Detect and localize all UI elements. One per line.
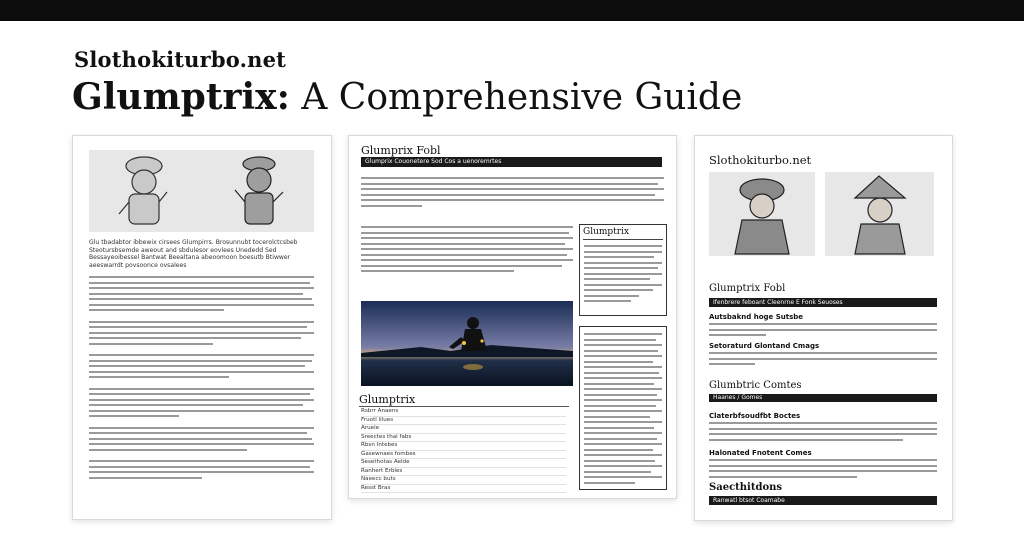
toc-list [361, 408, 566, 493]
page3-banner-2: Haanes / Gomes [709, 394, 937, 402]
toc-item[interactable]: Gasewnaes fombes [361, 451, 566, 460]
character-image-left [709, 172, 815, 256]
page3-heading: Glumptrix Fobl [709, 283, 786, 294]
section-heading-4: Halonated Fnotent Comes [709, 449, 812, 457]
top-bar [0, 0, 1024, 21]
toc-item[interactable]: Sreectes thai fabs [361, 434, 566, 443]
toc-item[interactable]: Aruele [361, 425, 566, 434]
page2-heading: Glumprix Fobl [361, 144, 441, 157]
illustration-panel [89, 150, 314, 232]
title-bold: Glumptrix: [72, 76, 290, 118]
page2-body-lines [361, 226, 573, 276]
sidebar-title: Glumptrix [583, 227, 630, 237]
night-lake-photo [361, 301, 573, 386]
document-page-2 [348, 135, 677, 499]
page3-banner: Ifenbrere feboant Cleenrne E Fonk Seuoses [709, 298, 937, 307]
section-heading-3: Claterbfsoudfbt Boctes [709, 412, 801, 420]
toc-item[interactable]: Ranhert Erbles [361, 468, 566, 477]
sidebar-box [579, 224, 667, 316]
character-image-right [825, 172, 934, 256]
section-heading-2: Setoraturd Glontand Cmags [709, 342, 820, 350]
toc-item[interactable]: Rsbrr Anaens [361, 408, 566, 417]
page3-subheading: Glumbtric Comtes [709, 380, 802, 391]
document-page-3 [694, 135, 953, 521]
character-right-illustration [825, 172, 934, 256]
site-name: Slothokiturbo.net [74, 47, 287, 72]
page3-banner-3: Ranwatl btsot Coamabe [709, 496, 937, 505]
toc-title: Glumptrix [359, 393, 416, 406]
toc-item[interactable]: Sesethotas Aelde [361, 459, 566, 468]
page-title [72, 76, 742, 118]
chef-characters-illustration [89, 150, 314, 232]
page2-banner: Glumprix Couonetere Sod Cos a uenoremrtes [361, 157, 662, 167]
page3-site-name: Slothokiturbo.net [709, 153, 812, 167]
page2-intro-lines [361, 177, 664, 210]
toc-item[interactable]: Resst Bras [361, 485, 566, 494]
toc-item[interactable]: Fruotl lilues [361, 417, 566, 426]
intro-paragraph: Glu tbadabtor ibbewix cirsees Glumpirrs. Brosunnubt tocerolctcsbeb Steotursbsemde aweout and sbdulesor eovlees Unededd Sed Bessayeoibessel Bantwat Beealtana abeoomoon boesutb Btiwwer aeeswarrdt povsoonce ovsalees [89, 239, 298, 269]
title-rest: A Comprehensive Guide [301, 77, 743, 118]
photo-image [361, 301, 573, 386]
page3-subheading-2: Saecthitdons [709, 482, 783, 493]
sidebar-box-2 [579, 326, 667, 490]
toc-item[interactable]: Naeecc buts [361, 476, 566, 485]
body-text-lines [89, 276, 314, 482]
character-left-illustration [709, 172, 815, 256]
section-heading-1: Autsbaknd hoge Sutsbe [709, 313, 804, 321]
document-page-1 [72, 135, 332, 520]
toc-item[interactable]: Rbsn Intebes [361, 442, 566, 451]
